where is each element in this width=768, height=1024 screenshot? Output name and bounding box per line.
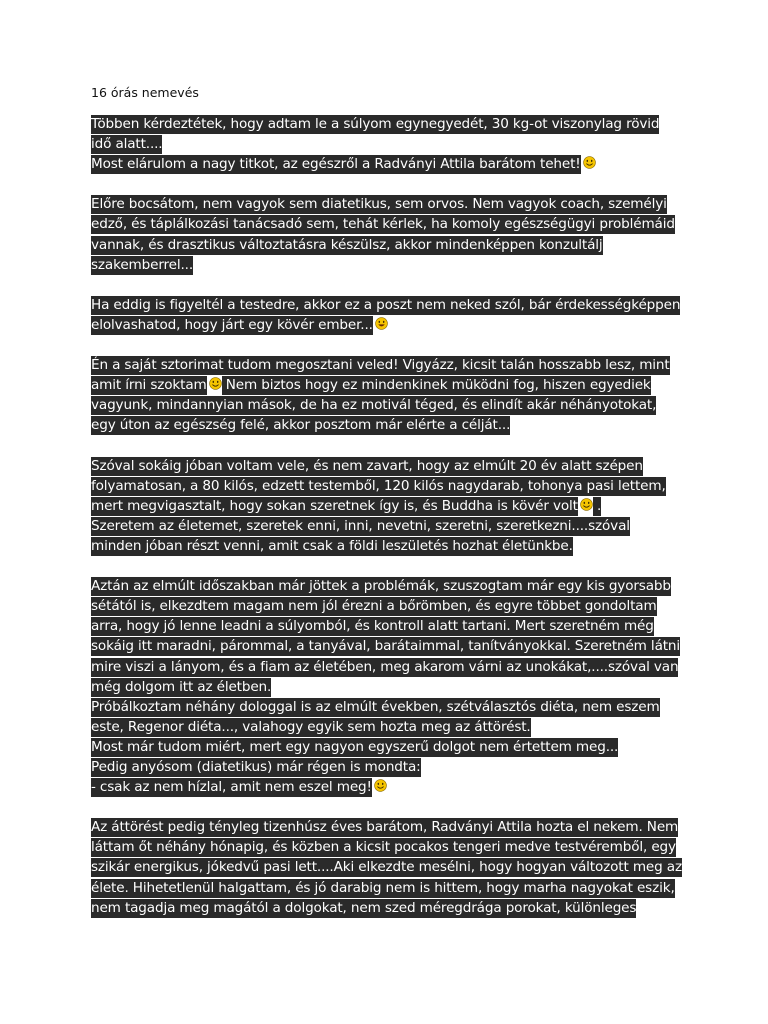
smiley-icon: [374, 779, 387, 792]
highlighted-text: Az áttörést pedig tényleg tizenhúsz éves barátom, Radványi Attila hozta el nekem. Nem láttam őt néhány hónapig, és közben a kicsit pocakos tengeri medve testvéremből, egy szikár energikus, jókedvű pasi lett....Aki elkezdte mesélni, hogy hogyan változott meg az élete. Hihetetlenül halgattam, és jó darabig nem is hittem, hogy marha nagyokat eszik, nem tagadja meg magától a dolgokat, nem szed méregdrága porokat, különleges: [91, 819, 682, 916]
paragraph-line: [91, 355, 683, 435]
highlighted-text: Próbálkoztam néhány dologgal is az elmúlt években, szétválasztós diéta, nem eszem este, Regenor diéta..., valahogy egyik sem hozta meg az áttörést.: [91, 698, 660, 735]
highlighted-text: Többen kérdeztétek, hogy adtam le a súlyom egynegyedét, 30 kg-ot viszonylag rövid idő alatt....: [91, 116, 660, 153]
paragraph-gap: [91, 275, 683, 295]
paragraph-gap: [91, 174, 683, 194]
highlighted-text: Pedig anyósom (diatetikus) már régen is mondta:: [91, 759, 421, 775]
paragraph-gap: [91, 797, 683, 817]
paragraph-line: [91, 114, 683, 154]
paragraph-gap: [91, 335, 683, 355]
smiley-icon: [580, 498, 593, 511]
paragraph-gap: [91, 556, 683, 576]
highlighted-text: Én a saját sztorimat tudom megosztani veled! Vigyázz, kicsit talán hosszabb lesz, mint amit írni szoktam: [91, 357, 670, 394]
paragraph-line: [91, 737, 683, 757]
highlighted-text: Szeretem az életemet, szeretek enni, inni, nevetni, szeretni, szeretkezni....szóval minden jóban részt venni, amit csak a földi leszületés hozhat életünkbe.: [91, 517, 630, 554]
highlighted-text: Szóval sokáig jóban voltam vele, és nem zavart, hogy az elmúlt 20 év alatt szépen folyamatosan, a 80 kilós, edzett testemből, 120 kilós nagydarab, tohonya pasi lettem, mert megvigasztalt, hogy sokan szeretnek így is, és Buddha is kövér volt: [91, 457, 666, 514]
smiley-icon: [583, 156, 596, 169]
paragraph-line: [91, 697, 683, 737]
highlighted-text-continued: .: [592, 497, 602, 514]
paragraph-line: [91, 295, 683, 335]
paragraph-line: [91, 777, 683, 797]
highlighted-text: Aztán az elmúlt időszakban már jöttek a problémák, szuszogtam már egy kis gyorsabb sétától is, elkezdtem magam nem jól érezni a bőrömben, és egyre többet gondoltam arra, hogy jó lenne leadni a súlyomból, és kontroll alatt tartani. Mert szeretném még sokáig itt maradni, párommal, a tanyával, barátaimmal, tanítványokkal. Szeretném látni mire viszi a lányom, és a fiam az életében, meg akarom várni az unokákat,....szóval van még dolgom itt az életben.: [91, 578, 681, 695]
paragraph-gap: [91, 436, 683, 456]
highlighted-text-continued: Nem biztos hogy ez mindenkinek müködni fog, hiszen egyediek vagyunk, mindannyian mások, de ha ez motivál téged, és elindít akár néhányotokat, egy úton az egészség felé, akkor posztom már elérte a célját...: [91, 377, 657, 434]
paragraph-line: [91, 576, 683, 697]
paragraph-line: [91, 516, 683, 556]
paragraph-line: [91, 757, 683, 777]
highlighted-text: Előre bocsátom, nem vagyok sem diatetikus, sem orvos. Nem vagyok coach, személyi edző, és táplálkozási tanácsadó sem, tehát kérlek, ha komoly egészségügyi problémáid vannak, és drasztikus változtatásra készülsz, akkor mindenképpen konzultálj szakemberrel...: [91, 196, 675, 273]
highlighted-text: Most már tudom miért, mert egy nagyon egyszerű dolgot nem értettem meg...: [91, 738, 619, 755]
paragraph-line: [91, 456, 683, 516]
paragraph-line: [91, 194, 683, 274]
paragraph-line: [91, 154, 683, 174]
highlighted-text: - csak az nem hízlal, amit nem eszel meg!: [91, 779, 372, 796]
smiley-icon: [209, 377, 222, 390]
document-title: 16 órás nemevés: [91, 85, 199, 100]
highlighted-text: Most elárulom a nagy titkot, az egészről a Radványi Attila barátom tehet!: [91, 156, 581, 173]
paragraph-line: [91, 817, 683, 917]
grin-icon: [375, 317, 388, 330]
document-body: [91, 114, 683, 918]
highlighted-text: Ha eddig is figyeltél a testedre, akkor ez a poszt nem neked szól, bár érdekességképpen elolvashatod, hogy járt egy kövér ember...: [91, 296, 681, 333]
